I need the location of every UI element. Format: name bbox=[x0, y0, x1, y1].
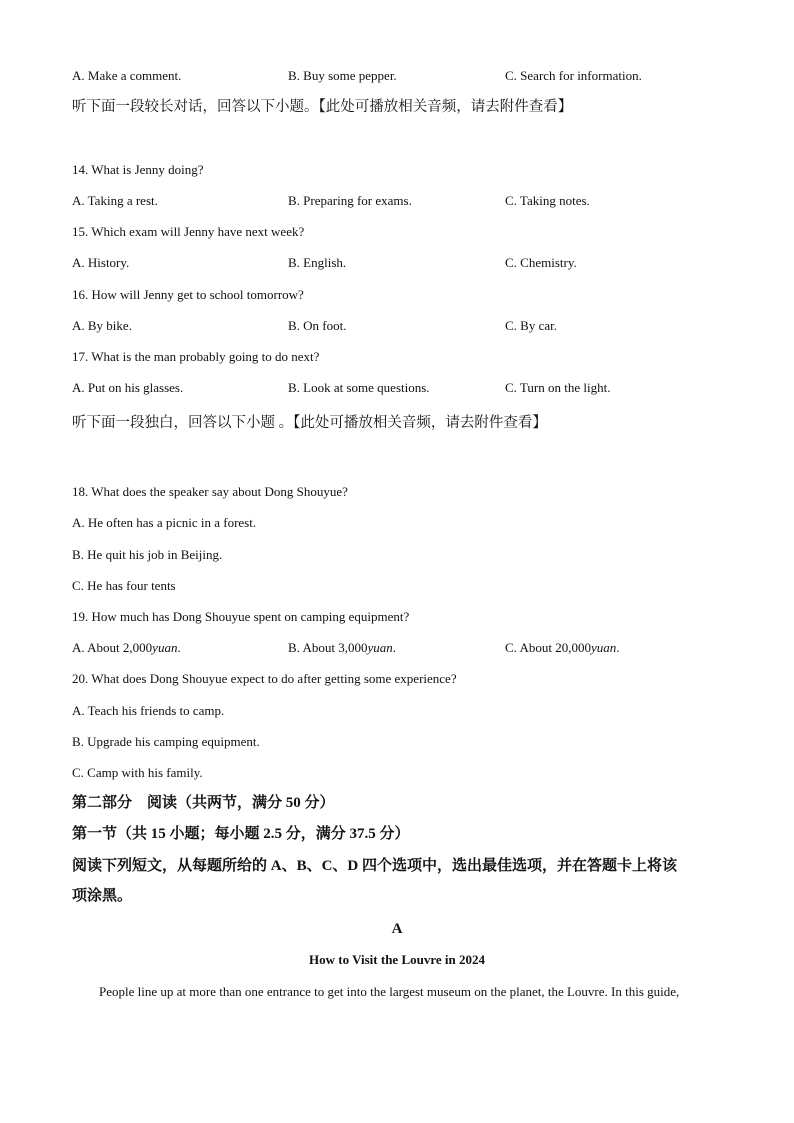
monologue-instruction: 听下面一段独白，回答以下小题 。【此处可播放相关音频，请去附件查看】 bbox=[72, 415, 547, 431]
passage-title: How to Visit the Louvre in 2024 bbox=[309, 952, 485, 967]
q19-option-b: B. About 3,000yuan. bbox=[288, 640, 396, 655]
q17-option-b: B. Look at some questions. bbox=[288, 380, 430, 395]
q15-option-b: B. English. bbox=[288, 255, 347, 270]
q19-option-c: C. About 20,000yuan. bbox=[505, 640, 620, 655]
q16-options bbox=[72, 317, 732, 335]
dialogue-instruction: 听下面一段较长对话，回答以下小题。【此处可播放相关音频，请去附件查看】 bbox=[72, 99, 573, 115]
passage-letter: A bbox=[391, 921, 403, 937]
q13-option-c: C. Search for information. bbox=[505, 68, 642, 83]
q14-options bbox=[72, 192, 732, 210]
q19-options bbox=[72, 639, 732, 657]
q15-option-a: A. History. bbox=[72, 255, 130, 270]
q20-option-a: A. Teach his friends to camp. bbox=[72, 703, 225, 718]
q17-options bbox=[72, 379, 732, 397]
q17-question: 17. What is the man probably going to do next? bbox=[72, 349, 320, 364]
q16-question: 16. How will Jenny get to school tomorrow? bbox=[72, 287, 304, 302]
q16-option-b: B. On foot. bbox=[288, 318, 347, 333]
reading-instruction-line1: 阅读下列短文，从每题所给的 A、B、C、D 四个选项中，选出最佳选项，并在答题卡上将该 bbox=[72, 858, 678, 874]
q20-question: 20. What does Dong Shouyue expect to do after getting some experience? bbox=[72, 671, 457, 686]
q17-option-c: C. Turn on the light. bbox=[505, 380, 611, 395]
q13-option-b: B. Buy some pepper. bbox=[288, 68, 397, 83]
q13-options bbox=[72, 67, 732, 85]
q19-option-a: A. About 2,000yuan. bbox=[72, 640, 181, 655]
reading-instruction-line2: 项涂黑。 bbox=[72, 888, 133, 904]
section1-heading: 第一节（共 15 小题；每小题 2.5 分，满分 37.5 分） bbox=[72, 826, 410, 842]
part2-heading: 第二部分 阅读（共两节，满分 50 分） bbox=[72, 795, 335, 811]
q17-option-a: A. Put on his glasses. bbox=[72, 380, 184, 395]
q16-option-a: A. By bike. bbox=[72, 318, 132, 333]
q18-question: 18. What does the speaker say about Dong Shouyue? bbox=[72, 484, 348, 499]
q14-option-b: B. Preparing for exams. bbox=[288, 193, 412, 208]
q15-option-c: C. Chemistry. bbox=[505, 255, 577, 270]
q14-option-c: C. Taking notes. bbox=[505, 193, 590, 208]
q19-question: 19. How much has Dong Shouyue spent on camping equipment? bbox=[72, 609, 410, 624]
q16-option-c: C. By car. bbox=[505, 318, 557, 333]
q13-option-a: A. Make a comment. bbox=[72, 68, 182, 83]
q18-option-b: B. He quit his job in Beijing. bbox=[72, 547, 223, 562]
passage-first-line: People line up at more than one entrance to get into the largest museum on the planet, the Louvre. In this guide, bbox=[99, 984, 680, 999]
q15-question: 15. Which exam will Jenny have next week? bbox=[72, 224, 305, 239]
q20-option-c: C. Camp with his family. bbox=[72, 765, 203, 780]
q14-option-a: A. Taking a rest. bbox=[72, 193, 158, 208]
q15-options bbox=[72, 254, 732, 272]
q20-option-b: B. Upgrade his camping equipment. bbox=[72, 734, 260, 749]
q18-option-a: A. He often has a picnic in a forest. bbox=[72, 515, 257, 530]
q14-question: 14. What is Jenny doing? bbox=[72, 162, 204, 177]
q18-option-c: C. He has four tents bbox=[72, 578, 176, 593]
